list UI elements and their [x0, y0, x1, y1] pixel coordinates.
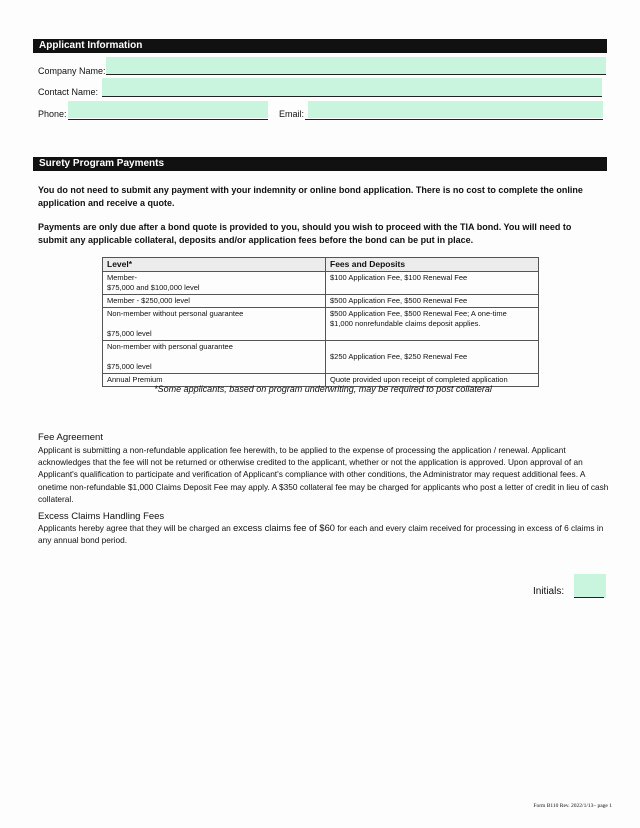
fees-cell: $250 Application Fee, $250 Renewal Fee — [326, 341, 539, 374]
phone-field[interactable] — [68, 101, 268, 118]
excess-claims-text — [38, 522, 612, 546]
level-cell: Non-member without personal guarantee $75,000 level — [103, 308, 326, 341]
company-name-underline — [106, 74, 606, 75]
fee-agreement-text: Applicant is submitting a non-refundable application fee herewith, to be applied to the expense of processing the application / renewal. Applicant acknowledges that the fee will not be returned or otherwise credited to the applicant, whether or not the application is approved. Upon approval of an Applicant's qualification to participate and verification of Applicant's compliance with other conditions, the Administrator may request additional fees. A onetime non-refundable $1,000 Claims Deposit Fee may apply. A $350 collateral fee may be charged for applicants who post a letter of credit in lieu of cash collateral. — [38, 445, 609, 504]
level-cell: Non-member with personal guarantee $75,000 level — [103, 341, 326, 374]
fees-cell: $100 Application Fee, $100 Renewal Fee — [326, 272, 539, 295]
contact-name-field[interactable] — [102, 78, 602, 96]
fees-cell: $500 Application Fee, $500 Renewal Fee; A one-time $1,000 nonrefundable claims deposit applies. — [326, 308, 539, 341]
excess-claims-heading: Excess Claims Handling Fees — [38, 511, 165, 522]
excess-claims-emphasis: excess claims fee of $60 — [233, 523, 335, 533]
excess-claims-text-before: Applicants hereby agree that they will be charged an — [38, 523, 234, 533]
table-header-row — [103, 258, 539, 272]
initials-underline — [574, 597, 604, 598]
fees-cell: $500 Application Fee, $500 Renewal Fee — [326, 295, 539, 308]
phone-label: Phone: — [38, 109, 67, 119]
fees-header: Fees and Deposits — [326, 258, 539, 272]
contact-name-underline — [102, 96, 602, 97]
phone-underline — [68, 119, 268, 120]
form-footer: Form B110 Rev. 2022/1/13– page 1 — [533, 803, 612, 809]
level-cell: Member- $75,000 and $100,000 level — [103, 272, 326, 295]
email-label: Email: — [279, 109, 305, 119]
company-name-field[interactable] — [106, 57, 606, 74]
initials-label: Initials: — [533, 586, 565, 597]
payment-due-paragraph: Payments are only due after a bond quote is provided to you, should you wish to proceed with the TIA bond. You will need to submit any applicable collateral, deposits and/or application fees before the bond can be put in place. — [38, 222, 572, 245]
email-underline — [305, 119, 603, 120]
table-row — [103, 341, 539, 374]
applicant-info-header: Applicant Information — [33, 39, 607, 53]
initials-field[interactable] — [574, 574, 606, 598]
fees-table — [102, 257, 539, 387]
surety-payments-header: Surety Program Payments — [33, 157, 607, 171]
company-name-label: Company Name: — [38, 66, 106, 76]
excess-claims-text-after: for each and every claim received for processing in excess of 6 claims in any annual bond period. — [38, 523, 604, 546]
level-cell: Member - $250,000 level — [103, 295, 326, 308]
collateral-note: *Some applicants, based on program underwriting, may be required to post collateral — [154, 384, 492, 394]
fees-cell: Quote provided upon receipt of completed application — [326, 374, 539, 387]
email-field[interactable] — [308, 101, 603, 118]
payment-intro-paragraph: You do not need to submit any payment with your indemnity or online bond application. There is no cost to complete the online application and receive a quote. — [38, 185, 583, 208]
fee-agreement-heading: Fee Agreement — [38, 432, 103, 443]
table-row — [103, 308, 539, 341]
table-row — [103, 272, 539, 295]
level-cell: Annual Premium — [103, 374, 326, 387]
contact-name-label: Contact Name: — [38, 87, 99, 97]
level-header: Level* — [103, 258, 326, 272]
table-row — [103, 295, 539, 308]
